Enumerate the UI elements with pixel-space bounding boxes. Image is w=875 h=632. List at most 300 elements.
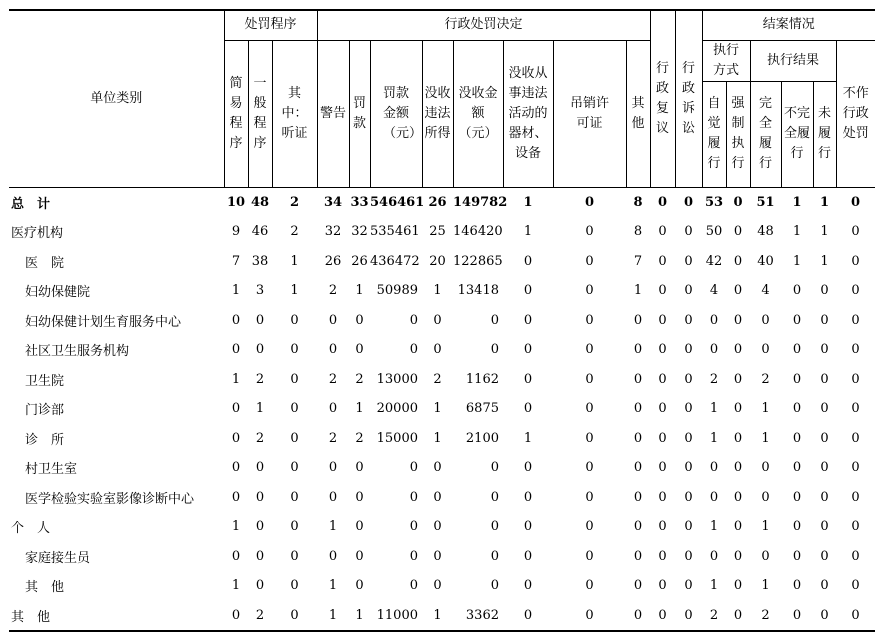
row-value: 0 [290, 460, 299, 476]
row-value: 2 [433, 371, 442, 387]
row-value: 4 [709, 283, 719, 299]
administrative-penalty-table [9, 9, 875, 632]
row-value: 0 [684, 401, 693, 417]
row-value: 13000 [376, 371, 418, 387]
confiscation-amount-header: 没收金额（元） [453, 40, 503, 187]
table-row [9, 276, 875, 306]
table-row [9, 335, 875, 365]
row-value: 0 [658, 283, 667, 299]
row-value: 0 [851, 283, 860, 299]
row-value: 0 [657, 194, 668, 210]
row-value: 0 [761, 342, 770, 358]
row-category: 医疗机构 [11, 226, 64, 242]
row-category: 门诊部 [25, 403, 65, 419]
row-category: 诊 所 [25, 432, 65, 448]
row-value: 0 [733, 312, 743, 328]
row-value: 0 [675, 601, 702, 632]
row-value: 0 [684, 519, 693, 535]
row-value: 0 [328, 342, 338, 358]
partially-performed-header: 不完全履行 [781, 81, 813, 187]
row-value: 0 [328, 489, 338, 505]
row-value: 0 [231, 312, 241, 328]
row-value: 2 [702, 601, 726, 632]
row-value: 0 [820, 460, 829, 476]
row-value: 0 [658, 489, 667, 505]
row-value: 0 [820, 430, 829, 446]
row-value: 0 [684, 312, 693, 328]
row-value: 1 [328, 519, 338, 535]
row-value: 0 [328, 401, 338, 417]
row-value: 0 [851, 342, 860, 358]
row-category: 社区卫生服务机构 [25, 344, 130, 360]
row-value: 10 [226, 194, 246, 210]
row-value: 0 [733, 460, 743, 476]
row-value: 0 [584, 194, 595, 210]
row-value: 48 [250, 194, 270, 210]
row-value: 2100 [465, 430, 499, 446]
row-value: 0 [355, 578, 364, 594]
row-value: 0 [658, 460, 667, 476]
row-value: 0 [820, 371, 829, 387]
row-value: 0 [255, 342, 265, 358]
table-row [9, 217, 875, 247]
row-value: 2 [709, 371, 719, 387]
row-value: 0 [433, 578, 442, 594]
row-value: 0 [851, 548, 860, 564]
row-value: 0 [328, 312, 338, 328]
row-value: 0 [792, 430, 802, 446]
row-value: 0 [683, 194, 694, 210]
row-value: 0 [585, 460, 594, 476]
row-value: 0 [820, 519, 829, 535]
row-value: 0 [290, 401, 299, 417]
row-value: 2 [328, 430, 338, 446]
row-value: 34 [323, 194, 343, 210]
table-row [9, 601, 875, 632]
row-value: 0 [490, 548, 499, 564]
row-category: 总 计 [11, 196, 51, 212]
row-value: 0 [684, 430, 693, 446]
row-value: 0 [355, 460, 364, 476]
decision-group-header: 行政处罚决定 [317, 10, 650, 40]
table-row [9, 483, 875, 513]
row-value: 0 [684, 548, 693, 564]
row-value: 0 [523, 401, 533, 417]
row-value: 0 [523, 371, 533, 387]
row-value: 0 [523, 578, 533, 594]
row-value: 2 [328, 283, 338, 299]
row-value: 0 [851, 519, 860, 535]
row-value: 0 [709, 312, 719, 328]
row-value: 0 [820, 578, 829, 594]
row-value: 2 [355, 430, 364, 446]
row-value: 1 [792, 253, 802, 269]
row-value: 1 [792, 224, 802, 240]
table-row [9, 512, 875, 542]
row-category: 村卫生室 [25, 462, 78, 478]
table-header [9, 10, 875, 187]
row-value: 1 [709, 519, 719, 535]
row-value: 0 [355, 312, 364, 328]
row-value: 0 [490, 460, 499, 476]
row-value: 0 [792, 371, 802, 387]
row-value: 0 [792, 283, 802, 299]
row-value: 0 [409, 489, 418, 505]
warning-header: 警告 [317, 40, 349, 187]
row-value: 0 [585, 371, 594, 387]
row-value: 0 [633, 489, 643, 505]
row-value: 0 [585, 548, 594, 564]
row-value: 25 [429, 224, 446, 240]
row-value: 0 [820, 312, 829, 328]
row-category: 卫生院 [25, 373, 65, 389]
row-value: 0 [355, 342, 364, 358]
row-value: 1 [523, 224, 533, 240]
row-category: 医 院 [25, 255, 65, 271]
row-value: 1 [231, 578, 241, 594]
row-value: 26 [324, 253, 342, 269]
table-row [9, 394, 875, 424]
row-value: 0 [255, 578, 265, 594]
table-row [9, 542, 875, 572]
row-value: 0 [272, 601, 317, 632]
row-value: 1 [523, 430, 533, 446]
row-value: 50 [705, 224, 723, 240]
table-row [9, 247, 875, 277]
row-value: 0 [658, 253, 667, 269]
row-value: 32 [324, 224, 342, 240]
hearing-header: 其中：听证 [272, 40, 317, 187]
row-value: 0 [851, 578, 860, 594]
row-value: 0 [792, 519, 802, 535]
row-value: 2 [255, 371, 265, 387]
row-value: 0 [585, 489, 594, 505]
row-value: 0 [490, 489, 499, 505]
row-value: 0 [585, 283, 594, 299]
not-performed-header: 未履行 [813, 81, 836, 187]
row-value: 1 [761, 519, 770, 535]
row-value: 0 [851, 401, 860, 417]
execution-result-header: 执行结果 [750, 40, 836, 81]
row-value: 0 [355, 489, 364, 505]
row-value: 1 [231, 371, 241, 387]
row-value: 0 [836, 601, 875, 632]
row-value: 0 [490, 519, 499, 535]
row-value: 26 [351, 253, 368, 269]
row-value: 0 [658, 548, 667, 564]
row-value: 0 [409, 342, 418, 358]
row-category: 其 他 [25, 580, 65, 596]
row-value: 1 [255, 401, 265, 417]
row-value: 0 [523, 548, 533, 564]
execution-method-header: 执行方式 [702, 40, 750, 81]
row-value: 0 [290, 489, 299, 505]
row-value: 149782 [453, 194, 508, 210]
row-value: 0 [792, 489, 802, 505]
row-value: 0 [585, 312, 594, 328]
row-value: 2 [290, 224, 299, 240]
row-value: 1 [761, 401, 770, 417]
row-value: 1 [433, 401, 442, 417]
row-value: 0 [633, 401, 643, 417]
row-category: 个 人 [11, 521, 51, 537]
row-value: 0 [761, 312, 770, 328]
row-value: 0 [290, 342, 299, 358]
table-row [9, 571, 875, 601]
row-value: 15000 [376, 430, 418, 446]
row-value: 7 [633, 253, 643, 269]
row-value: 7 [231, 253, 241, 269]
row-value: 0 [633, 460, 643, 476]
row-value: 0 [231, 401, 241, 417]
row-value: 0 [733, 489, 743, 505]
row-value: 53 [704, 194, 724, 210]
row-value: 0 [684, 253, 693, 269]
row-value: 0 [490, 578, 499, 594]
row-value: 0 [792, 548, 802, 564]
row-value: 0 [851, 194, 861, 210]
voluntary-header: 自觉履行 [702, 81, 726, 187]
row-value: 38 [251, 253, 269, 269]
row-value: 0 [255, 312, 265, 328]
row-value: 0 [792, 578, 802, 594]
row-value: 1 [231, 519, 241, 535]
general-procedure-header: 一般程序 [248, 40, 272, 187]
row-value: 2 [255, 430, 265, 446]
compulsory-header: 强制执行 [726, 81, 750, 187]
row-value: 0 [523, 312, 533, 328]
table-body [9, 187, 875, 631]
procedure-group-header: 处罚程序 [224, 10, 317, 40]
row-value: 0 [851, 489, 860, 505]
row-category: 其 他 [9, 601, 224, 632]
row-value: 1162 [465, 371, 499, 387]
row-value: 1 [231, 283, 241, 299]
row-value: 0 [820, 283, 829, 299]
row-value: 0 [255, 548, 265, 564]
row-value: 0 [231, 548, 241, 564]
row-value: 1 [820, 253, 829, 269]
row-value: 0 [523, 283, 533, 299]
row-value: 1 [349, 601, 370, 632]
row-category: 医学检验实验室影像诊断中心 [25, 491, 195, 507]
row-value: 0 [733, 401, 743, 417]
row-value: 4 [761, 283, 770, 299]
row-value: 3 [255, 283, 265, 299]
row-value: 3362 [453, 601, 503, 632]
row-value: 0 [733, 371, 743, 387]
table-row [9, 453, 875, 483]
row-value: 2 [248, 601, 272, 632]
row-value: 0 [684, 224, 693, 240]
row-value: 0 [490, 342, 499, 358]
row-value: 1 [709, 430, 719, 446]
row-value: 1 [820, 224, 829, 240]
row-value: 26 [428, 194, 447, 210]
row-value: 0 [255, 519, 265, 535]
row-value: 2 [750, 601, 781, 632]
row-value: 0 [851, 460, 860, 476]
row-value: 0 [255, 489, 265, 505]
row-value: 1 [355, 401, 364, 417]
row-value: 0 [733, 194, 743, 210]
row-value: 8 [633, 224, 643, 240]
table-row [9, 424, 875, 454]
row-value: 0 [585, 430, 594, 446]
row-value: 32 [351, 224, 368, 240]
row-value: 1 [290, 283, 299, 299]
row-value: 436472 [370, 253, 420, 269]
admin-review-header: 行政复议 [650, 10, 675, 187]
row-value: 0 [820, 489, 829, 505]
row-value: 0 [224, 601, 248, 632]
confiscate-income-header: 没收违法所得 [422, 40, 453, 187]
row-value: 0 [523, 460, 533, 476]
row-value: 8 [633, 194, 643, 210]
row-value: 0 [633, 578, 643, 594]
row-value: 0 [409, 548, 418, 564]
row-value: 0 [851, 253, 860, 269]
row-value: 0 [633, 430, 643, 446]
row-value: 0 [792, 460, 802, 476]
statistics-table-container [9, 9, 869, 632]
row-value: 1 [709, 401, 719, 417]
row-value: 0 [633, 519, 643, 535]
row-value: 0 [761, 489, 770, 505]
row-value: 0 [684, 371, 693, 387]
row-value: 0 [781, 601, 813, 632]
row-value: 46 [251, 224, 269, 240]
row-value: 0 [684, 489, 693, 505]
row-value: 0 [585, 253, 594, 269]
row-value: 1 [792, 194, 802, 210]
row-value: 535461 [370, 224, 420, 240]
row-value: 0 [585, 401, 594, 417]
row-value: 0 [733, 578, 743, 594]
row-value: 0 [851, 224, 860, 240]
fine-amount-header: 罚款金额（元） [370, 40, 422, 187]
row-value: 0 [633, 342, 643, 358]
row-value: 0 [433, 519, 442, 535]
row-value: 0 [409, 519, 418, 535]
row-value: 0 [290, 371, 299, 387]
row-value: 0 [658, 430, 667, 446]
row-value: 0 [658, 371, 667, 387]
row-value: 0 [658, 342, 667, 358]
row-value: 1 [328, 578, 338, 594]
row-value: 0 [709, 548, 719, 564]
row-value: 13418 [457, 283, 499, 299]
row-value: 146420 [453, 224, 503, 240]
row-value: 0 [709, 489, 719, 505]
closing-group-header: 结案情况 [702, 10, 875, 40]
row-value: 0 [328, 460, 338, 476]
row-value: 1 [422, 601, 453, 632]
fine-header: 罚款 [349, 40, 370, 187]
row-value: 0 [733, 342, 743, 358]
row-value: 0 [523, 519, 533, 535]
row-value: 0 [792, 312, 802, 328]
row-value: 40 [757, 253, 774, 269]
row-value: 0 [658, 224, 667, 240]
row-value: 0 [585, 342, 594, 358]
row-category: 妇幼保健院 [25, 285, 91, 301]
revoke-license-header: 吊销许可证 [553, 40, 626, 187]
row-value: 0 [433, 342, 442, 358]
row-value: 546461 [370, 194, 425, 210]
category-header: 单位类别 [9, 10, 224, 187]
row-value: 0 [409, 460, 418, 476]
row-value: 0 [820, 342, 829, 358]
row-value: 1 [433, 283, 442, 299]
table-row [9, 365, 875, 395]
row-value: 0 [290, 548, 299, 564]
row-value: 0 [355, 519, 364, 535]
row-value: 0 [290, 519, 299, 535]
row-value: 33 [350, 194, 369, 210]
row-value: 0 [813, 601, 836, 632]
row-value: 48 [757, 224, 774, 240]
row-value: 0 [733, 430, 743, 446]
row-value: 1 [709, 578, 719, 594]
row-value: 2 [355, 371, 364, 387]
row-value: 9 [231, 224, 241, 240]
table-row [9, 306, 875, 336]
row-value: 1 [633, 283, 643, 299]
row-value: 0 [684, 342, 693, 358]
row-value: 0 [231, 489, 241, 505]
row-value: 0 [726, 601, 750, 632]
table-row [9, 187, 875, 217]
row-value: 0 [733, 224, 743, 240]
row-value: 0 [761, 460, 770, 476]
row-value: 0 [503, 601, 553, 632]
row-value: 0 [231, 460, 241, 476]
row-value: 0 [355, 548, 364, 564]
row-value: 0 [792, 401, 802, 417]
row-value: 0 [290, 578, 299, 594]
row-value: 0 [290, 312, 299, 328]
row-value: 0 [650, 601, 675, 632]
row-value: 0 [633, 312, 643, 328]
row-value: 0 [626, 601, 650, 632]
other-header: 其他 [626, 40, 650, 187]
confiscate-equipment-header: 没收从事违法活动的器材、设备 [503, 40, 553, 187]
row-value: 1 [317, 601, 349, 632]
row-value: 0 [658, 401, 667, 417]
row-value: 0 [658, 312, 667, 328]
row-value: 0 [633, 371, 643, 387]
row-value: 0 [851, 430, 860, 446]
row-value: 2 [289, 194, 300, 210]
row-value: 0 [658, 519, 667, 535]
row-value: 0 [433, 460, 442, 476]
row-category: 家庭接生员 [25, 550, 91, 566]
row-value: 0 [409, 312, 418, 328]
row-value: 51 [756, 194, 775, 210]
row-value: 0 [231, 342, 241, 358]
row-value: 0 [433, 489, 442, 505]
row-value: 0 [709, 460, 719, 476]
row-value: 0 [433, 312, 442, 328]
row-value: 1 [433, 430, 442, 446]
row-value: 0 [290, 430, 299, 446]
row-value: 0 [585, 578, 594, 594]
row-value: 0 [523, 342, 533, 358]
row-value: 0 [709, 342, 719, 358]
row-value: 0 [851, 371, 860, 387]
row-value: 0 [409, 578, 418, 594]
